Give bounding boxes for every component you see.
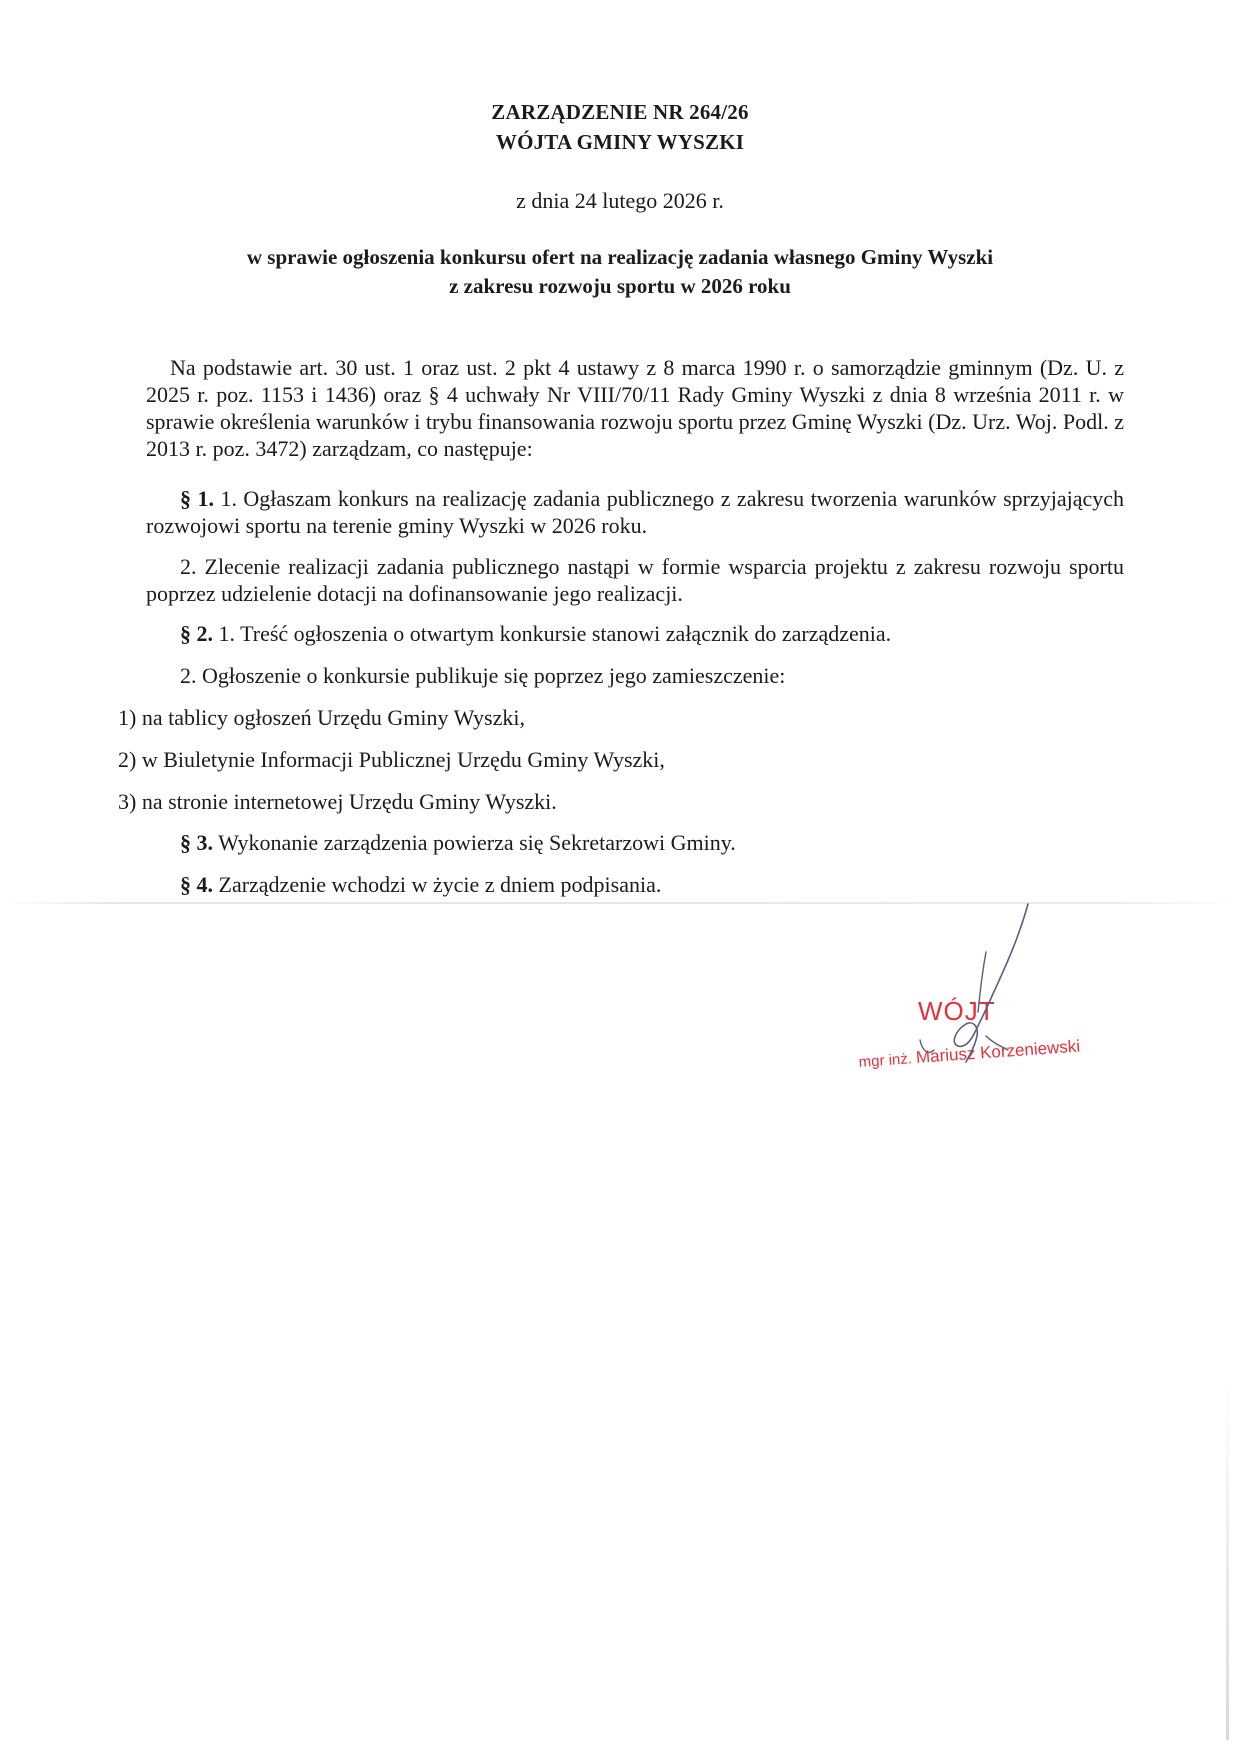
document-title: ZARZĄDZENIE NR 264/26 — [491, 100, 749, 124]
section-2-paragraph-2: 2. Ogłoszenie o konkursie publikuje się poprzez jego zamieszczenie: — [180, 663, 786, 688]
stamp-name-full: Mariusz Korzeniewski — [915, 1036, 1081, 1067]
signature-icon — [900, 900, 1040, 1070]
scan-fold-line — [0, 902, 1240, 904]
section-4-paragraph — [180, 872, 661, 898]
section-4-text: Zarządzenie wchodzi w życie z dniem podpisania. — [218, 872, 662, 897]
publication-list-item-3: 3) na stronie internetowej Urzędu Gminy Wyszki. — [118, 789, 557, 814]
section-1-paragraph-2: 2. Zlecenie realizacji zadania publicznego nastąpi w formie wsparcia projektu z zakresu rozwoju sportu poprzez udzielenie dotacji na dofinansowanie jego realizacji. — [146, 554, 1124, 606]
section-2-paragraph-1 — [180, 621, 891, 647]
section-1-paragraph-1 — [146, 485, 1124, 539]
section-2-text-1: 1. Treść ogłoszenia o otwartym konkursie stanowi załącznik do zarządzenia. — [218, 621, 892, 646]
section-1-number: § 1. — [180, 486, 214, 511]
document-issuer: WÓJTA GMINY WYSZKI — [495, 130, 745, 154]
section-4-number: § 4. — [180, 872, 213, 897]
publication-list-item-1: 1) na tablicy ogłoszeń Urzędu Gminy Wyszki, — [118, 705, 525, 730]
document-date: z dnia 24 lutego 2026 r. — [516, 188, 724, 213]
document-subject — [150, 243, 1090, 301]
subject-line-2: z zakresu rozwoju sportu w 2026 roku — [449, 274, 791, 298]
section-3-number: § 3. — [180, 830, 213, 855]
section-3-paragraph — [180, 830, 736, 856]
preamble-paragraph: Na podstawie art. 30 ust. 1 oraz ust. 2 pkt 4 ustawy z 8 marca 1990 r. o samorządzie gminnym (Dz. U. z 2025 r. poz. 1153 i 1436) oraz § 4 uchwały Nr VIII/70/11 Rady Gminy Wyszki z dnia 8 września 2011 r. w sprawie określenia warunków i trybu finansowania rozwoju sportu przez Gminę Wyszki (Dz. Urz. Woj. Podl. z 2013 r. poz. 3472) zarządzam, co następuje: — [146, 355, 1124, 461]
publication-list-item-2: 2) w Biuletynie Informacji Publicznej Urzędu Gminy Wyszki, — [118, 747, 665, 772]
stamp-role: WÓJT — [918, 996, 996, 1026]
subject-line-1: w sprawie ogłoszenia konkursu ofert na realizację zadania własnego Gminy Wyszki — [246, 245, 994, 269]
section-2-number: § 2. — [180, 621, 213, 646]
section-1-text-1: 1. Ogłaszam konkurs na realizację zadania publicznego z zakresu tworzenia warunków sprzyjających rozwojowi sportu na terenie gminy Wyszki w 2026 roku. — [146, 486, 1125, 538]
scan-edge-shadow — [1226, 1380, 1229, 1740]
section-3-text: Wykonanie zarządzenia powierza się Sekretarzowi Gminy. — [218, 830, 736, 855]
stamp-name-prefix: mgr inż. — [858, 1050, 913, 1071]
